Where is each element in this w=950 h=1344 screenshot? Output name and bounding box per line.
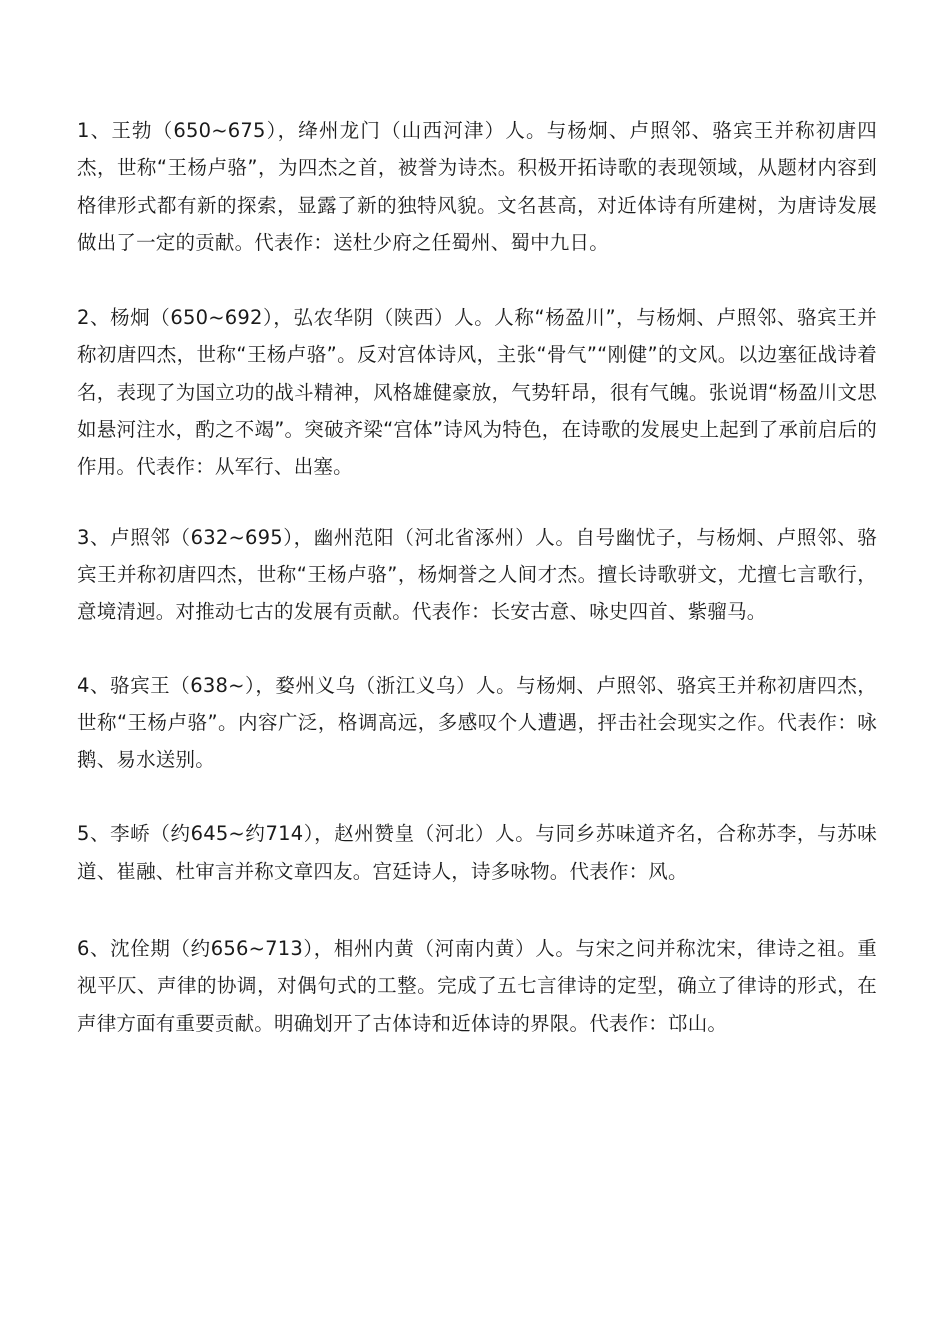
poet-entry-shen-quanqi: 6、沈佺期（约656~713），相州内黄（河南内黄）人。与宋之问并称沈宋，律诗之祖。重视平仄、声律的协调，对偶句式的工整。完成了五七言律诗的定型，确立了律诗的形式，在声律方面有重要贡献。明确划开了古体诗和近体诗的界限。代表作：邙山。 [77,937,877,1035]
poet-entry-wang-bo: 1、王勃（650~675），绛州龙门（山西河津）人。与杨炯、卢照邻、骆宾王并称初唐四杰，世称“王杨卢骆”，为四杰之首，被誉为诗杰。积极开拓诗歌的表现领域，从题材内容到格律形式都有新的探索，显露了新的独特风貌。文名甚高，对近体诗有所建树，为唐诗发展做出了一定的贡献。代表作：送杜少府之任蜀州、蜀中九日。 [77,119,877,254]
poet-entry-list [77,112,877,1080]
poet-entry-li-qiao: 5、李峤（约645~约714），赵州赞皇（河北）人。与同乡苏味道齐名，合称苏李，与苏味道、崔融、杜审言并称文章四友。宫廷诗人，诗多咏物。代表作：风。 [77,822,877,883]
poet-entry-lu-zhaolin: 3、卢照邻（632~695），幽州范阳（河北省涿州）人。自号幽忧子，与杨炯、卢照邻、骆宾王并称初唐四杰，世称“王杨卢骆”，杨炯誉之人间才杰。擅长诗歌骈文，尤擅七言歌行，意境清迥。对推动七古的发展有贡献。代表作：长安古意、咏史四首、紫骝马。 [77,525,877,624]
poet-entry-yang-jiong: 2、杨炯（650~692），弘农华阴（陕西）人。人称“杨盈川”，与杨炯、卢照邻、骆宾王并称初唐四杰，世称“王杨卢骆”。反对宫体诗风，主张“骨气”“刚健”的文风。以边塞征战诗着名，表现了为国立功的战斗精神，风格雄健豪放，气势轩昂，很有气魄。张说谓“杨盈川文思如悬河注水，酌之不竭”。突破齐梁“宫体”诗风为特色，在诗歌的发展史上起到了承前启后的作用。代表作：从军行、出塞。 [77,306,877,479]
poet-entry-luo-binwang: 4、骆宾王（638~），婺州义乌（浙江义乌）人。与杨炯、卢照邻、骆宾王并称初唐四杰，世称“王杨卢骆”。内容广泛，格调高远，多感叹个人遭遇，抨击社会现实之作。代表作：咏鹅、易水送别。 [77,673,877,772]
